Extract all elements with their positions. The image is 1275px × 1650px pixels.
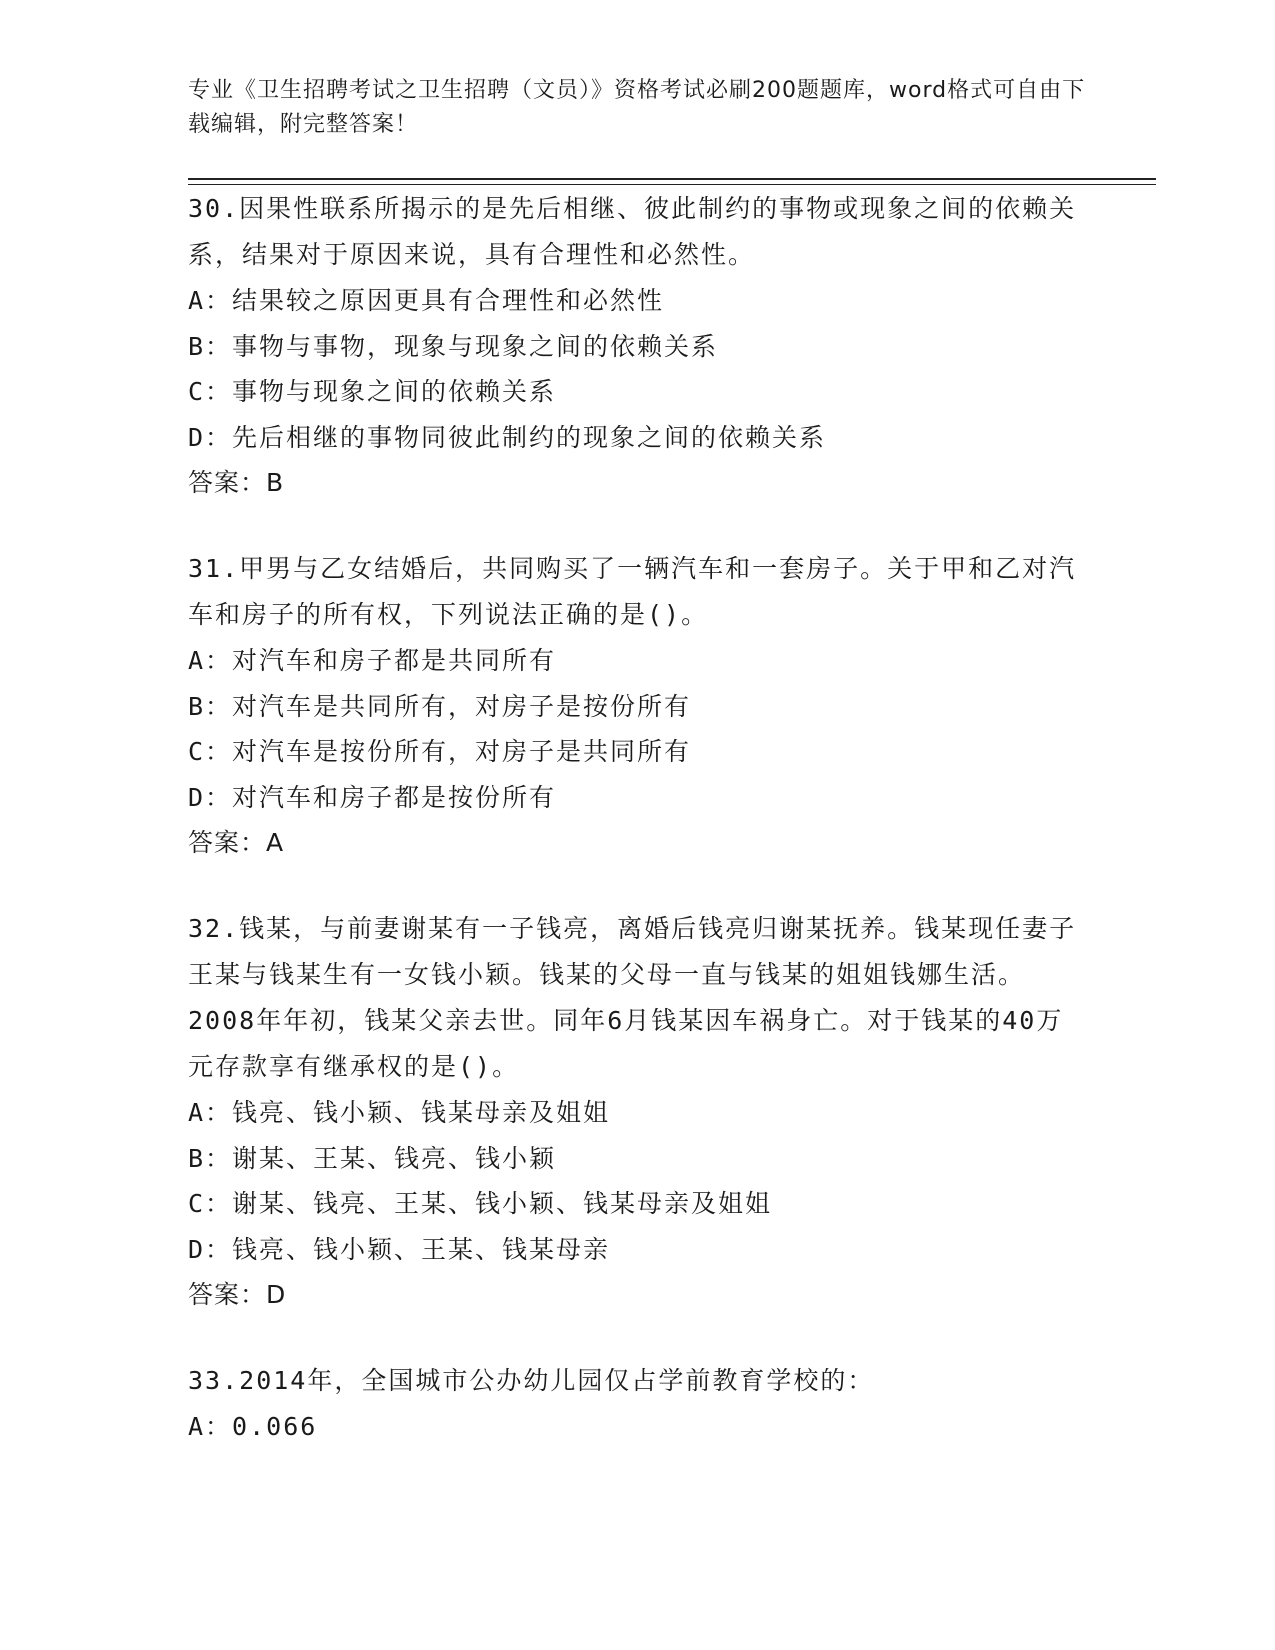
question-30 — [188, 186, 1088, 505]
option-b: B：谢某、王某、钱亮、钱小颖 — [188, 1143, 557, 1173]
option-a: A：对汽车和房子都是共同所有 — [188, 646, 557, 675]
option-a: A：钱亮、钱小颖、钱某母亲及姐姐 — [188, 1098, 611, 1127]
answer: 答案：B — [188, 468, 285, 497]
header-divider-thin — [188, 184, 1156, 185]
option-b: B：事物与事物，现象与现象之间的依赖关系 — [188, 331, 719, 361]
option-c: C：对汽车是按份所有，对房子是共同所有 — [188, 737, 692, 766]
question-31 — [188, 546, 1088, 865]
header-divider-thick — [188, 178, 1156, 180]
option-b: B：对汽车是共同所有，对房子是按份所有 — [188, 691, 692, 721]
question-stem: 32.钱某，与前妻谢某有一子钱亮，离婚后钱亮归谢某抚养。钱某现任妻子王某与钱某生有一女钱小颖。钱某的父母一直与钱某的姐姐钱娜生活。2008年年初，钱某父亲去世。同年6月钱某因车祸身亡。对于钱某的40万元存款享有继承权的是()。 — [188, 914, 1077, 1081]
answer: 答案：D — [188, 1280, 287, 1309]
question-stem: 31.甲男与乙女结婚后，共同购买了一辆汽车和一套房子。关于甲和乙对汽车和房子的所有权，下列说法正确的是()。 — [188, 554, 1077, 629]
option-a: A：0.066 — [188, 1412, 318, 1441]
question-33 — [188, 1358, 1088, 1450]
document-header: 专业《卫生招聘考试之卫生招聘（文员）》资格考试必刷200题题库，word格式可自由下载编辑，附完整答案！ — [188, 78, 1086, 137]
question-stem: 33.2014年，全国城市公办幼儿园仅占学前教育学校的： — [188, 1366, 875, 1395]
question-stem: 30.因果性联系所揭示的是先后相继、彼此制约的事物或现象之间的依赖关系，结果对于原因来说，具有合理性和必然性。 — [188, 194, 1077, 269]
option-d: D：先后相继的事物同彼此制约的现象之间的依赖关系 — [188, 422, 827, 452]
option-d: D：对汽车和房子都是按份所有 — [188, 782, 557, 812]
option-c: C：事物与现象之间的依赖关系 — [188, 377, 557, 406]
answer: 答案：A — [188, 828, 285, 857]
option-d: D：钱亮、钱小颖、王某、钱某母亲 — [188, 1234, 611, 1264]
option-a: A：结果较之原因更具有合理性和必然性 — [188, 286, 665, 315]
option-c: C：谢某、钱亮、王某、钱小颖、钱某母亲及姐姐 — [188, 1189, 773, 1218]
question-32 — [188, 906, 1088, 1317]
